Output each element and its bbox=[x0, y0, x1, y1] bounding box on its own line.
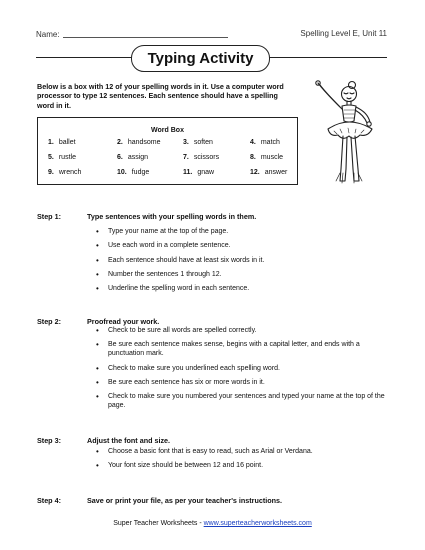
step-1-bullets bbox=[96, 227, 396, 298]
step-1-title: Type sentences with your spelling words in them. bbox=[87, 212, 257, 221]
step-2-label: Step 2: bbox=[37, 317, 61, 326]
name-blank-line bbox=[63, 29, 228, 38]
name-label: Name: bbox=[36, 30, 60, 39]
list-item: • Be sure each sentence makes sense, begins with a capital letter, and ends with a punctuation mark. bbox=[96, 340, 396, 358]
word-item: 10. fudge bbox=[117, 169, 150, 176]
step-2-bullets bbox=[96, 326, 396, 415]
list-item: • Your font size should be between 12 and 16 point. bbox=[96, 461, 396, 470]
footer-text: Super Teacher Worksheets - bbox=[113, 520, 204, 527]
step-3-bullets bbox=[96, 447, 396, 476]
name-field bbox=[36, 29, 228, 39]
word-item: 8. muscle bbox=[250, 154, 284, 161]
list-item: • Use each word in a complete sentence. bbox=[96, 241, 396, 250]
step-4-title: Save or print your file, as per your teacher's instructions. bbox=[87, 496, 283, 505]
word-item: 1. ballet bbox=[48, 139, 76, 146]
list-item: • Number the sentences 1 through 12. bbox=[96, 270, 396, 279]
step-1-label: Step 1: bbox=[37, 212, 61, 221]
word-item: 3. soften bbox=[183, 139, 213, 146]
page-title: Typing Activity bbox=[131, 45, 270, 72]
word-item: 11. gnaw bbox=[183, 169, 215, 176]
step-3-title: Adjust the font and size. bbox=[87, 436, 171, 445]
list-item: • Check to be sure all words are spelled correctly. bbox=[96, 326, 396, 335]
word-item: 6. assign bbox=[117, 154, 149, 161]
list-item: • Each sentence should have at least six words in it. bbox=[96, 256, 396, 265]
list-item: • Underline the spelling word in each sentence. bbox=[96, 284, 396, 293]
step-4-label: Step 4: bbox=[37, 496, 61, 505]
list-item: • Choose a basic font that is easy to read, such as Arial or Verdana. bbox=[96, 447, 396, 456]
list-item: • Be sure each sentence has six or more words in it. bbox=[96, 378, 396, 387]
word-item: 5. rustle bbox=[48, 154, 76, 161]
footer-link[interactable]: www.superteacherworksheets.com bbox=[203, 520, 312, 527]
ballerina-illustration bbox=[310, 77, 386, 195]
step-2-title: Proofread your work. bbox=[87, 317, 160, 326]
intro-text: Below is a box with 12 of your spelling words in it. Use a computer word processor to type 12 sentences. Each sentence should have a spelling word in it. bbox=[37, 82, 284, 110]
footer bbox=[0, 520, 425, 527]
word-box-title: Word Box bbox=[151, 127, 184, 134]
word-box bbox=[37, 117, 298, 185]
word-item: 2. handsome bbox=[117, 139, 161, 146]
word-item: 9. wrench bbox=[48, 169, 82, 176]
word-item: 4. match bbox=[250, 139, 280, 146]
step-3-label: Step 3: bbox=[37, 436, 61, 445]
list-item: • Check to make sure you underlined each spelling word. bbox=[96, 364, 396, 373]
list-item: • Check to make sure you numbered your sentences and typed your name at the top of the page. bbox=[96, 392, 396, 410]
list-item: • Type your name at the top of the page. bbox=[96, 227, 396, 236]
word-item: 7. scissors bbox=[183, 154, 220, 161]
word-item: 12. answer bbox=[250, 169, 288, 176]
level-label: Spelling Level E, Unit 11 bbox=[300, 29, 387, 38]
